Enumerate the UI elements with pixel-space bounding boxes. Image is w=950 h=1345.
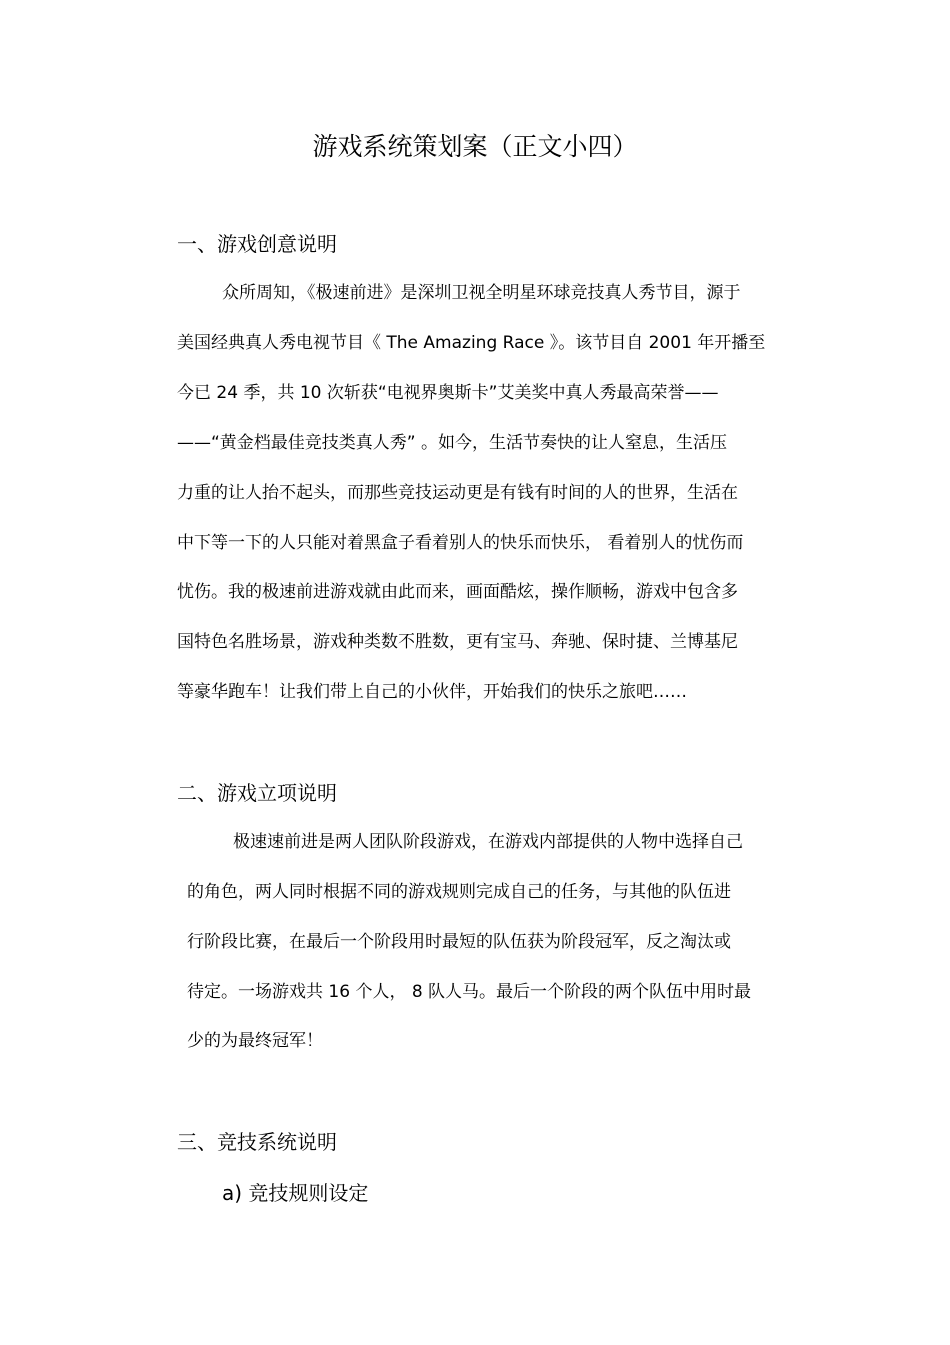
paragraph-line: 国特色名胜场景，游戏种类数不胜数，更有宝马、奔驰、保时捷、兰博基尼 xyxy=(177,632,738,652)
paragraph-line: ——“黄金档最佳竞技类真人秀” 。如今，生活节奏快的让人窒息，生活压 xyxy=(177,433,728,453)
section-heading-competition: 三、竞技系统说明 xyxy=(177,1130,337,1154)
paragraph-line: 忧伤。我的极速前进游戏就由此而来，画面酷炫，操作顺畅，游戏中包含多 xyxy=(177,582,738,602)
paragraph-line: 力重的让人抬不起头，而那些竞技运动更是有钱有时间的人的世界，生活在 xyxy=(177,483,738,503)
paragraph-line: 众所周知，《极速前进》是深圳卫视全明星环球竞技真人秀节目，源于 xyxy=(222,283,741,303)
paragraph-line: 等豪华跑车！让我们带上自己的小伙伴，开始我们的快乐之旅吧…… xyxy=(177,682,687,702)
paragraph-line: 少的为最终冠军！ xyxy=(187,1031,323,1051)
section-heading-project: 二、游戏立项说明 xyxy=(177,781,337,805)
document-title: 游戏系统策划案（正文小四） xyxy=(312,132,638,161)
section-heading-creative: 一、游戏创意说明 xyxy=(177,232,337,256)
paragraph-line: 的角色，两人同时根据不同的游戏规则完成自己的任务，与其他的队伍进 xyxy=(187,882,731,902)
paragraph-line: 极速速前进是两人团队阶段游戏，在游戏内部提供的人物中选择自己 xyxy=(233,832,743,852)
paragraph-line: 中下等一下的人只能对着黑盒子看着别人的快乐而快乐， 看着别人的忧伤而 xyxy=(177,533,744,553)
paragraph-line: 今已 24 季，共 10 次斩获“电视界奥斯卡”艾美奖中真人秀最高荣誉—— xyxy=(177,383,719,403)
paragraph-line: 美国经典真人秀电视节目《 The Amazing Race 》。该节目自 2001 年开播至 xyxy=(177,333,766,353)
paragraph-line: 待定。一场游戏共 16 个人， 8 队人马。最后一个阶段的两个队伍中用时最 xyxy=(187,982,752,1002)
subsection-heading-rules: a) 竞技规则设定 xyxy=(222,1181,369,1205)
paragraph-line: 行阶段比赛，在最后一个阶段用时最短的队伍获为阶段冠军，反之淘汰或 xyxy=(187,932,731,952)
